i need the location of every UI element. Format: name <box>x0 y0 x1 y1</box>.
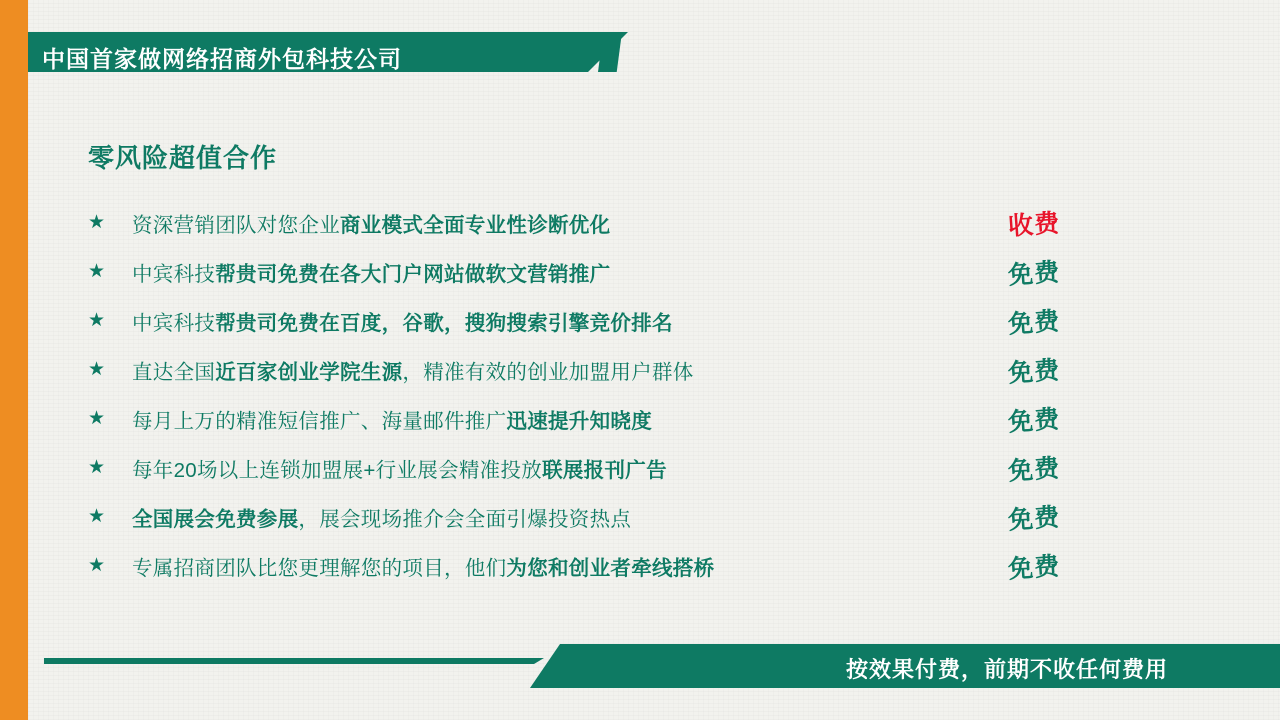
list-item-text: 每月上万的精准短信推广、海量邮件推广迅速提升知晓度 <box>132 409 653 433</box>
list-item <box>88 198 1088 247</box>
price-badge: 免费 <box>1007 305 1062 339</box>
footer-tagline: 按效果付费，前期不收任何费用 <box>846 657 1169 682</box>
list-item-text: 每年20场以上连锁加盟展+行业展会精准投放联展报刊广告 <box>132 458 667 482</box>
star-icon: ★ <box>88 408 106 429</box>
list-item <box>88 541 1088 590</box>
list-item <box>88 345 1088 394</box>
star-icon: ★ <box>88 457 106 478</box>
list-item <box>88 247 1088 296</box>
list-item <box>88 443 1088 492</box>
price-badge: 免费 <box>1007 501 1062 535</box>
star-icon: ★ <box>88 212 106 233</box>
list-item-text: 资深营销团队对您企业商业模式全面专业性诊断优化 <box>132 213 611 237</box>
benefits-list <box>88 198 1088 590</box>
footer-divider-bar <box>44 658 534 664</box>
list-item <box>88 394 1088 443</box>
price-badge: 免费 <box>1007 452 1062 486</box>
list-item-text: 专属招商团队比您更理解您的项目，他们为您和创业者牵线搭桥 <box>132 556 715 580</box>
price-badge: 免费 <box>1007 403 1062 437</box>
star-icon: ★ <box>88 506 106 527</box>
section-title: 零风险超值合作 <box>88 143 278 173</box>
list-item <box>88 492 1088 541</box>
list-item-text: 中宾科技帮贵司免费在各大门户网站做软文营销推广 <box>132 262 611 286</box>
price-badge: 免费 <box>1007 354 1062 388</box>
list-item-text: 中宾科技帮贵司免费在百度，谷歌，搜狗搜索引擎竞价排名 <box>132 311 673 335</box>
star-icon: ★ <box>88 359 106 380</box>
list-item <box>88 296 1088 345</box>
price-badge: 免费 <box>1007 550 1062 584</box>
price-badge: 免费 <box>1007 256 1062 290</box>
star-icon: ★ <box>88 261 106 282</box>
star-icon: ★ <box>88 310 106 331</box>
list-item-text: 全国展会免费参展，展会现场推介会全面引爆投资热点 <box>132 507 632 531</box>
header-title: 中国首家做网络招商外包科技公司 <box>42 46 402 72</box>
star-icon: ★ <box>88 555 106 576</box>
list-item-text: 直达全国近百家创业学院生源，精准有效的创业加盟用户群体 <box>132 360 694 384</box>
price-badge: 收费 <box>1007 207 1062 241</box>
